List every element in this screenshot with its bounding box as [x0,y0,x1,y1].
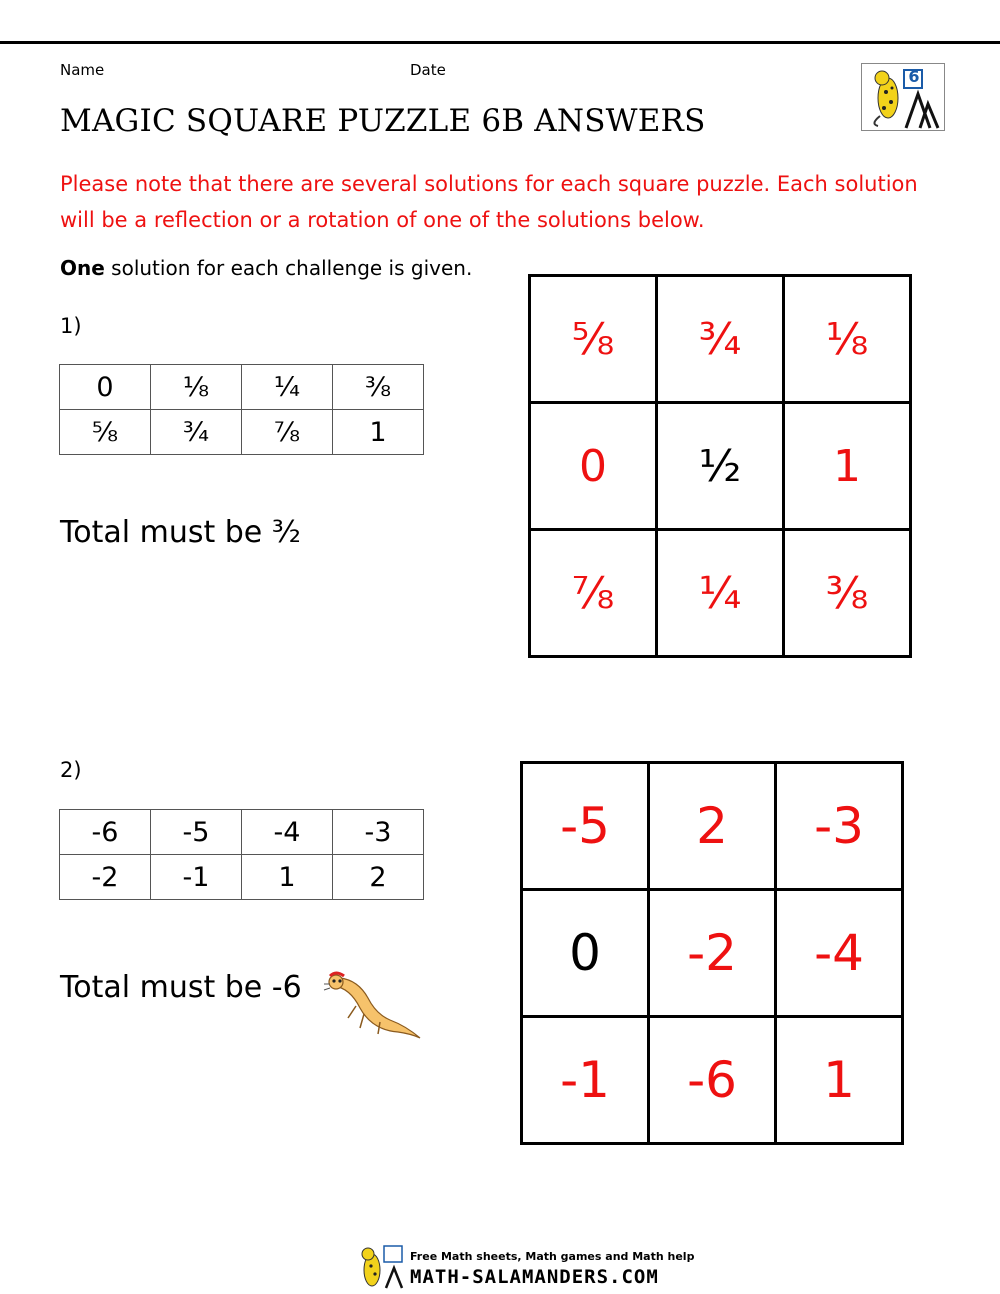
number-cell: -6 [60,810,151,855]
magic-cell: ⅛ [784,276,911,403]
number-cell: ⅞ [242,410,333,455]
magic-cell: -3 [776,763,903,890]
number-cell: ¼ [242,365,333,410]
salamander-logo-icon [862,64,944,130]
magic-cell: ¼ [657,530,784,657]
magic-cell: 1 [776,1017,903,1144]
number-cell: 1 [242,855,333,900]
number-cell: 0 [60,365,151,410]
puzzle-2-label: 2) [60,758,82,782]
page-title: MAGIC SQUARE PUZZLE 6B ANSWERS [60,103,706,139]
magic-cell: -5 [522,763,649,890]
number-cell: -4 [242,810,333,855]
puzzle-2-number-table [59,809,424,900]
magic-cell: -6 [649,1017,776,1144]
puzzle-1-number-table [59,364,424,455]
top-rule [0,41,1000,44]
magic-cell: ⅞ [530,530,657,657]
salamander-illustration-icon [320,968,424,1044]
number-cell: ⅛ [151,365,242,410]
number-cell: ⅜ [333,365,424,410]
number-cell: -5 [151,810,242,855]
magic-cell: ½ [657,403,784,530]
logo-badge: 6 [908,67,920,86]
magic-cell: -4 [776,890,903,1017]
puzzle-2-total: Total must be -6 [60,970,302,1005]
puzzle-1-magic-square [528,274,912,658]
magic-cell: 1 [784,403,911,530]
puzzle-1-label: 1) [60,314,82,338]
number-cell: 1 [333,410,424,455]
magic-cell: ⅜ [784,530,911,657]
footer-tagline: Free Math sheets, Math games and Math help [410,1250,695,1263]
number-cell: -1 [151,855,242,900]
magic-cell: 2 [649,763,776,890]
magic-cell: ¾ [657,276,784,403]
lead-text [60,256,472,280]
name-label: Name [60,61,105,79]
puzzle-1-total: Total must be ³⁄₂ [60,515,301,550]
number-cell: ⅝ [60,410,151,455]
number-cell: ¾ [151,410,242,455]
footer-salamander-icon [356,1244,406,1290]
magic-cell: -1 [522,1017,649,1144]
number-cell: 2 [333,855,424,900]
salamander-logo [861,63,945,131]
magic-cell: ⅝ [530,276,657,403]
date-label: Date [410,61,446,79]
magic-cell: -2 [649,890,776,1017]
solution-note: Please note that there are several solutions for each square puzzle. Each solution will be a reflection or a rotation of one of the solutions below. [60,172,918,232]
footer-brand[interactable]: MATH-SALAMANDERS.COM [410,1266,659,1288]
number-cell: -3 [333,810,424,855]
lead-bold: One [60,256,105,280]
number-cell: -2 [60,855,151,900]
lead-rest: solution for each challenge is given. [104,256,473,280]
magic-cell: 0 [522,890,649,1017]
magic-cell: 0 [530,403,657,530]
puzzle-2-magic-square [520,761,904,1145]
